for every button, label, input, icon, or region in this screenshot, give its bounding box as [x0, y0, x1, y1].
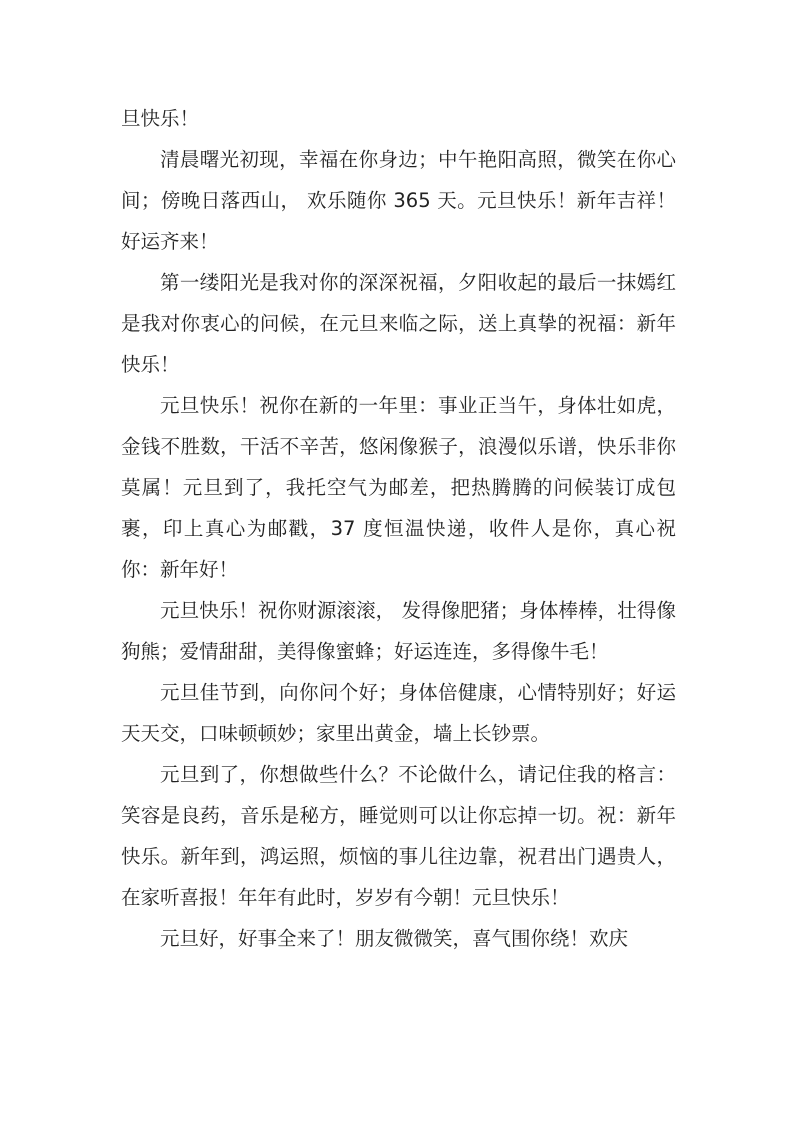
paragraph: 清晨曙光初现，幸福在你身边；中午艳阳高照，微笑在你心间；傍晚日落西山， 欢乐随你 365 天。元旦快乐！新年吉祥！好运齐来！ [121, 148, 676, 253]
paragraph: 元旦快乐！祝你财源滚滚， 发得像肥猪；身体棒棒，壮得像狗熊；爱情甜甜，美得像蜜蜂；好运连连，多得像牛毛！ [121, 599, 676, 663]
paragraph: 元旦佳节到，向你问个好；身体倍健康，心情特别好；好运天天交，口味顿顿妙；家里出黄金，墙上长钞票。 [121, 681, 676, 745]
paragraph: 元旦到了，你想做些什么？不论做什么，请记住我的格言：笑容是良药，音乐是秘方，睡觉则可以让你忘掉一切。祝：新年快乐。新年到，鸿运照，烦恼的事儿往边靠，祝君出门遇贵人，在家听喜报！年年有此时，岁岁有今朝！元旦快乐！ [121, 763, 676, 909]
paragraph: 元旦快乐！祝你在新的一年里：事业正当午，身体壮如虎，金钱不胜数，干活不辛苦，悠闲像猴子，浪漫似乐谱，快乐非你莫属！元旦到了，我托空气为邮差，把热腾腾的问候装订成包裹，印上真心为邮戳，37 度恒温快递，收件人是你，真心祝你：新年好！ [121, 394, 676, 581]
paragraph: 旦快乐！ [121, 107, 200, 130]
paragraph: 第一缕阳光是我对你的深深祝福，夕阳收起的最后一抹嫣红是我对你衷心的问候，在元旦来临之际，送上真挚的祝福：新年快乐！ [121, 271, 676, 376]
paragraph: 元旦好，好事全来了！朋友微微笑，喜气围你绕！欢庆 [160, 927, 629, 950]
document-body [121, 98, 676, 959]
